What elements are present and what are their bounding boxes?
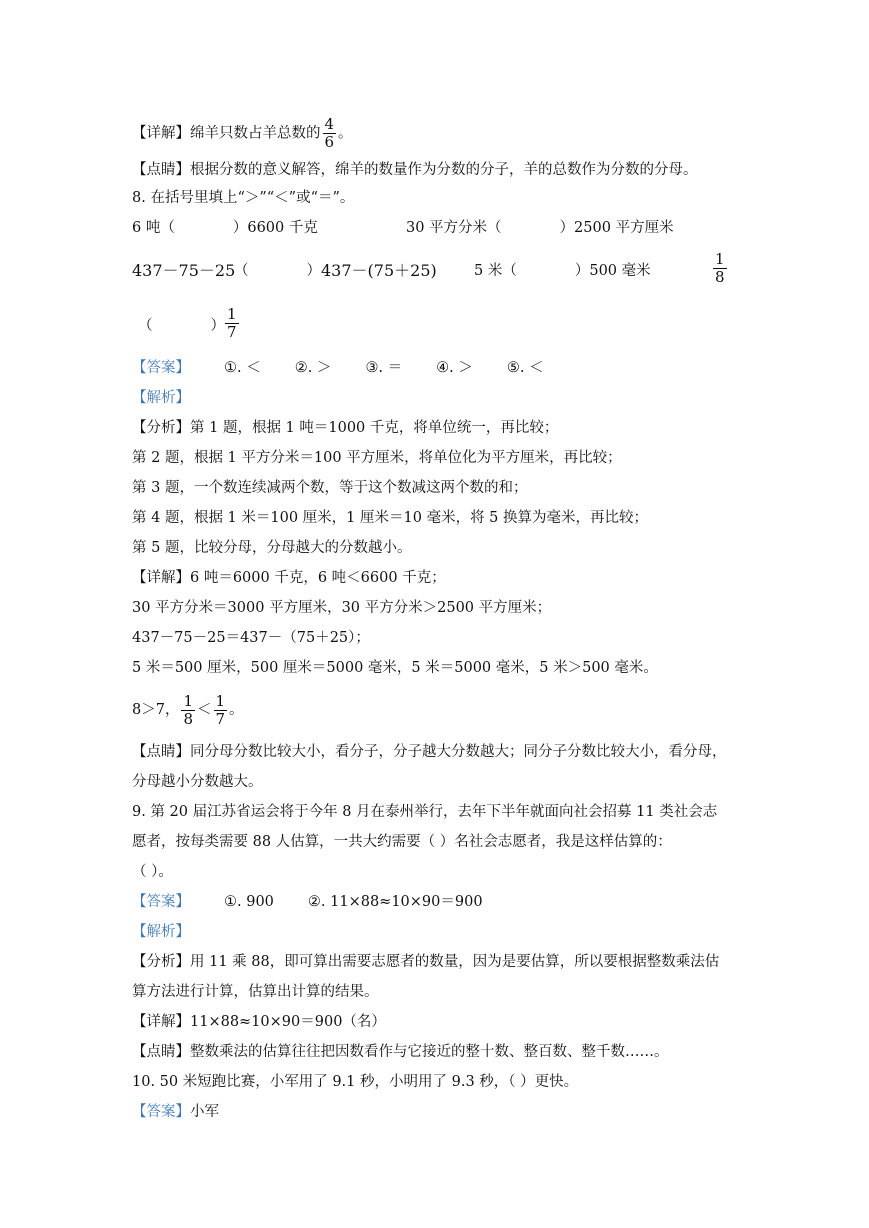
q8-dianjing-1: 分母越小分数越大。 [132, 774, 263, 790]
q8-fenxi-4: 第 5 题，比较分母，分母越大的分数越小。 [132, 540, 412, 556]
q8-answer: 【答案】 ①. ＜ ②. ＞ ③. ＝ ④. ＞ ⑤. ＜ [132, 360, 544, 376]
q8-item2: 30 平方分米（ ）2500 平方厘米 [406, 220, 674, 236]
dianjing-line-1: 【点睛】根据分数的意义解答，绵羊的数量作为分数的分子，羊的总数作为分数的分母。 [132, 162, 698, 178]
q9-fenxi-1: 算方法进行计算，估算出计算的结果。 [132, 984, 379, 1000]
detail-text: 【详解】绵羊只数占羊总数的 [132, 125, 321, 142]
q8-item5-paren: （ ） [138, 318, 225, 334]
q8-xiangjie-1: 30 平方分米＝3000 平方厘米，30 平方分米＞2500 平方厘米； [132, 600, 552, 616]
q9-xiangjie: 【详解】11×88≈10×90＝900（名） [132, 1014, 386, 1030]
q8-item3-right: 437－(75＋25) [321, 261, 437, 280]
q8-xiangjie-0: 【详解】6 吨＝6000 千克，6 吨＜6600 千克； [132, 570, 446, 586]
q8-fraction-1-7: $\frac{1}{7}$ [227, 305, 237, 341]
q8-title: 8. 在括号里填上“＞”“＜”或“＝”。 [132, 190, 355, 206]
q8-fraction-1-8: $\frac{1}{8}$ [715, 250, 725, 286]
q8-item3-paren: （ ） [234, 263, 321, 279]
q9-dianjing: 【点睛】整数乘法的估算往往把因数看作与它接近的整十数、整百数、整千数……。 [132, 1044, 669, 1060]
q8-fenxi-2: 第 3 题，一个数连续减两个数，等于这个数减这两个数的和； [132, 480, 528, 496]
q8-fenxi-0: 【分析】第 1 题，根据 1 吨＝1000 千克，将单位统一，再比较； [132, 420, 559, 436]
q8-jiexi: 【解析】 [132, 390, 190, 406]
detail-line-sheep: 【详解】绵羊只数占羊总数的 $\frac{4}{6}$ 。 [132, 115, 353, 151]
q8-xiangjie-fractions: 8＞7， $\frac{1}{8}$ ＜ $\frac{1}{7}$ 。 [132, 691, 244, 728]
q9-line-0: 9. 第 20 届江苏省运会将于今年 8 月在泰州举行，去年下半年就面向社会招募 11 类社会志 [132, 804, 718, 820]
q9-line-1: 愿者，按每类需要 88 人估算，一共大约需要（ ）名社会志愿者，我是这样估算的： [132, 834, 672, 850]
q9-answer: 【答案】 ①. 900 ②. 11×88≈10×90＝900 [132, 894, 483, 910]
q8-xiangjie-2: 437－75－25＝437－（75＋25）； [132, 630, 370, 646]
q8-xiangjie-3: 5 米＝500 厘米，500 厘米＝5000 毫米，5 米＝5000 毫米，5 米＞500 毫米。 [132, 660, 658, 676]
q8-fenxi-1: 第 2 题，根据 1 平方分米＝100 平方厘米，将单位化为平方厘米，再比较； [132, 450, 622, 466]
q8-fenxi-3: 第 4 题，根据 1 米＝100 厘米，1 厘米＝10 毫米，将 5 换算为毫米，再比较； [132, 510, 649, 526]
q9-fenxi-0: 【分析】用 11 乘 88，即可算出需要志愿者的数量，因为是要估算，所以要根据整数乘法估 [132, 954, 720, 970]
q8-dianjing-0: 【点睛】同分母分数比较大小，看分子，分子越大分数越大；同分子分数比较大小，看分母， [132, 744, 727, 760]
q8-item4: 5 米（ ）500 毫米 [474, 263, 651, 279]
q8-item1: 6 吨（ ）6600 千克 [132, 220, 318, 236]
q9-line-2: （ ）。 [132, 864, 173, 880]
q8-item3-left: 437－75－25 [132, 261, 236, 280]
q10-title: 10. 50 米短跑比赛，小军用了 9.1 秒，小明用了 9.3 秒，（ ）更快。 [132, 1074, 579, 1090]
q9-jiexi: 【解析】 [132, 924, 190, 940]
fraction-4-6: $\frac{4}{6}$ [324, 115, 335, 151]
q10-answer: 【答案】小军 [132, 1104, 219, 1120]
